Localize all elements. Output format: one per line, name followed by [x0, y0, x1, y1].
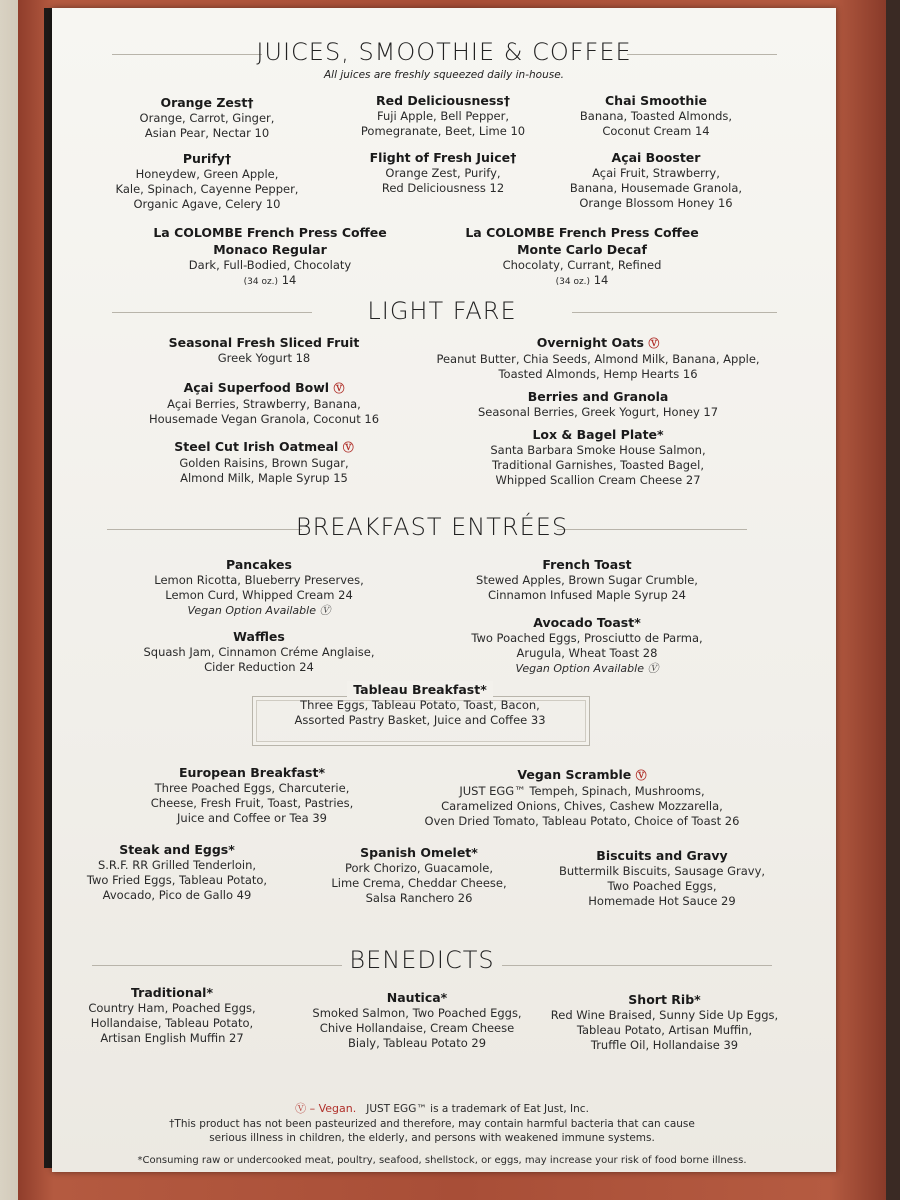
cover-edge [886, 0, 900, 1200]
item-desc: Buttermilk Biscuits, Sausage Gravy, Two Poached Eggs, Homemade Hot Sauce 29 [558, 864, 766, 908]
item-name: Red Deliciousness† [376, 93, 510, 108]
item-desc: JUST EGG™ Tempeh, Spinach, Mushrooms, Caramelized Onions, Chives, Cashew Mozzarella, Oven Dried Tomato, Tableau Potato, Choice of Toast 26 [424, 784, 740, 828]
item-name: French Toast [542, 557, 632, 572]
item-name: Tableau Breakfast* [347, 681, 493, 698]
item-name: Seasonal Fresh Sliced Fruit [168, 335, 360, 350]
vegan-option: Vegan Option Available Ⓥ [187, 604, 331, 617]
item-name: Steel Cut Irish Oatmeal [174, 439, 339, 454]
vegan-icon: Ⓥ [648, 337, 660, 350]
item-desc: Squash Jam, Cinnamon Créme Anglaise, Cider Reduction 24 [143, 645, 375, 674]
section-title-breakfast: BREAKFAST ENTRÉES [295, 513, 569, 541]
item-desc: Country Ham, Poached Eggs, Hollandaise, Tableau Potato, Artisan English Muffin 27 [88, 1001, 256, 1045]
menu-item [462, 614, 712, 676]
item-desc: Chocolaty, Currant, Refined [502, 258, 662, 272]
item-name: Spanish Omelet* [360, 845, 478, 860]
item-desc: Orange Zest, Purify, Red Deliciousness 12 [381, 166, 505, 195]
item-desc: S.R.F. RR Grilled Tenderloin, Two Fried Eggs, Tableau Potato, Avocado, Pico de Gallo 49 [86, 858, 268, 902]
menu-item [552, 149, 760, 211]
item-desc: Greek Yogurt 18 [217, 351, 311, 365]
vegan-icon: Ⓥ [342, 441, 354, 454]
item-name: La COLOMBE French Press Coffee [153, 225, 387, 240]
item-name: Biscuits and Gravy [596, 848, 728, 863]
divider [112, 312, 312, 313]
menu-item [102, 150, 312, 212]
menu-item [267, 681, 573, 728]
item-price: 14 [593, 273, 609, 287]
item-name: Overnight Oats [536, 335, 644, 350]
item-name: Purify† [182, 151, 232, 166]
item-name: Lox & Bagel Plate* [532, 427, 664, 442]
item-desc: Stewed Apples, Brown Sugar Crumble, Cinnamon Infused Maple Syrup 24 [476, 573, 698, 602]
item-price: 14 [281, 273, 297, 287]
item-size: (34 oz.) [243, 277, 279, 287]
menu-item [328, 92, 558, 139]
menu-item [542, 991, 787, 1053]
vegan-option: Vegan Option Available Ⓥ [515, 662, 659, 675]
item-name: Waffles [233, 629, 285, 644]
menu-item [134, 628, 384, 675]
divider [92, 965, 342, 966]
juices-note: All juices are freshly squeezed daily in-house. [323, 69, 565, 81]
item-size: (34 oz.) [555, 277, 591, 287]
item-desc: Three Poached Eggs, Charcuterie, Cheese, Fresh Fruit, Toast, Pastries, Juice and Coffee or Tea 39 [150, 781, 354, 825]
menu-item [82, 984, 262, 1046]
menu-item [462, 556, 712, 603]
vegan-icon: Ⓥ [333, 382, 345, 395]
menu-item [102, 94, 312, 141]
item-name: Short Rib* [628, 992, 701, 1007]
item-name: Açai Booster [611, 150, 701, 165]
menu-item [552, 847, 772, 909]
trademark-note: JUST EGG™ is a trademark of Eat Just, Inc. [366, 1103, 589, 1115]
item-desc: Fuji Apple, Bell Pepper, Pomegranate, Beet, Lime 10 [360, 109, 526, 138]
menu-item [552, 92, 760, 139]
dagger-note: †This product has not been pasteurized and therefore, may contain harmful bacteria that can cause serious illness in children, the elderly, and persons with weakened immune systems. [169, 1118, 695, 1144]
menu-item [412, 766, 752, 829]
item-name: Açai Superfood Bowl [183, 380, 330, 395]
item-name: Orange Zest† [160, 95, 254, 110]
item-name: European Breakfast* [178, 765, 326, 780]
item-desc: Santa Barbara Smoke House Salmon, Traditional Garnishes, Toasted Bagel, Whipped Scallion Cream Cheese 27 [490, 443, 706, 487]
item-subname: Monte Carlo Decaf [517, 242, 647, 257]
menu-item [144, 379, 384, 427]
menu-item [328, 149, 558, 196]
section-title-benedicts: BENEDICTS [349, 946, 495, 974]
menu-item [82, 841, 272, 903]
menu-item [132, 764, 372, 826]
item-desc: Smoked Salmon, Two Poached Eggs, Chive Hollandaise, Cream Cheese Bialy, Tableau Potato 29 [312, 1006, 522, 1050]
item-desc: Dark, Full-Bodied, Chocolaty [188, 258, 352, 272]
menu-item [144, 438, 384, 486]
item-desc: Peanut Butter, Chia Seeds, Almond Milk, Banana, Apple, Toasted Almonds, Hemp Hearts 16 [436, 352, 760, 381]
coffee-item [462, 224, 702, 290]
item-desc: Açai Fruit, Strawberry, Banana, Housemade Granola, Orange Blossom Honey 16 [569, 166, 743, 210]
item-desc: Seasonal Berries, Greek Yogurt, Honey 17 [477, 405, 719, 419]
menu-item [302, 989, 532, 1051]
item-name: Avocado Toast* [533, 615, 641, 630]
item-desc: Pork Chorizo, Guacamole, Lime Crema, Cheddar Cheese, Salsa Ranchero 26 [331, 861, 507, 905]
menu-item [458, 426, 738, 488]
menu-item [458, 388, 738, 420]
item-name: Pancakes [226, 557, 292, 572]
item-name: Steak and Eggs* [119, 842, 235, 857]
item-desc: Honeydew, Green Apple, Kale, Spinach, Cayenne Pepper, Organic Agave, Celery 10 [115, 167, 299, 211]
menu-item [144, 334, 384, 366]
item-desc: Red Wine Braised, Sunny Side Up Eggs, Tableau Potato, Artisan Muffin, Truffle Oil, Hollandaise 39 [550, 1008, 779, 1052]
item-name: Chai Smoothie [605, 93, 707, 108]
divider [502, 965, 772, 966]
section-title-juices: JUICES, SMOOTHIE & COFFEE [256, 38, 632, 66]
menu-item [134, 556, 384, 618]
item-name: Vegan Scramble [517, 767, 632, 782]
menu-page [52, 8, 836, 1172]
item-desc: Orange, Carrot, Ginger, Asian Pear, Nectar 10 [139, 111, 275, 140]
item-desc: Banana, Toasted Almonds, Coconut Cream 14 [579, 109, 733, 138]
divider [107, 529, 302, 530]
item-subname: Monaco Regular [213, 242, 327, 257]
menu-item [418, 334, 778, 382]
menu-item [324, 844, 514, 906]
divider [572, 312, 777, 313]
item-name: Berries and Granola [527, 389, 669, 404]
divider [557, 529, 747, 530]
vegan-legend: Ⓥ – Vegan. [295, 1102, 357, 1115]
item-name: La COLOMBE French Press Coffee [465, 225, 699, 240]
item-desc: Lemon Ricotta, Blueberry Preserves, Lemon Curd, Whipped Cream 24 [154, 573, 364, 602]
item-desc: Two Poached Eggs, Prosciutto de Parma, Arugula, Wheat Toast 28 [471, 631, 703, 660]
item-desc: Açai Berries, Strawberry, Banana, Housemade Vegan Granola, Coconut 16 [148, 397, 380, 426]
asterisk-note: *Consuming raw or undercooked meat, poultry, seafood, shellstock, or eggs, may increase your risk of food borne illness. [137, 1155, 747, 1166]
item-name: Traditional* [131, 985, 213, 1000]
vegan-icon: Ⓥ [635, 769, 647, 782]
coffee-item [150, 224, 390, 290]
item-name: Flight of Fresh Juice† [369, 150, 517, 165]
footer-legend [232, 1102, 652, 1116]
item-desc: Golden Raisins, Brown Sugar, Almond Milk, Maple Syrup 15 [179, 456, 349, 485]
item-desc: Three Eggs, Tableau Potato, Toast, Bacon, Assorted Pastry Basket, Juice and Coffee 33 [294, 698, 546, 727]
section-title-light-fare: LIGHT FARE [367, 297, 517, 325]
item-name: Nautica* [386, 990, 448, 1005]
